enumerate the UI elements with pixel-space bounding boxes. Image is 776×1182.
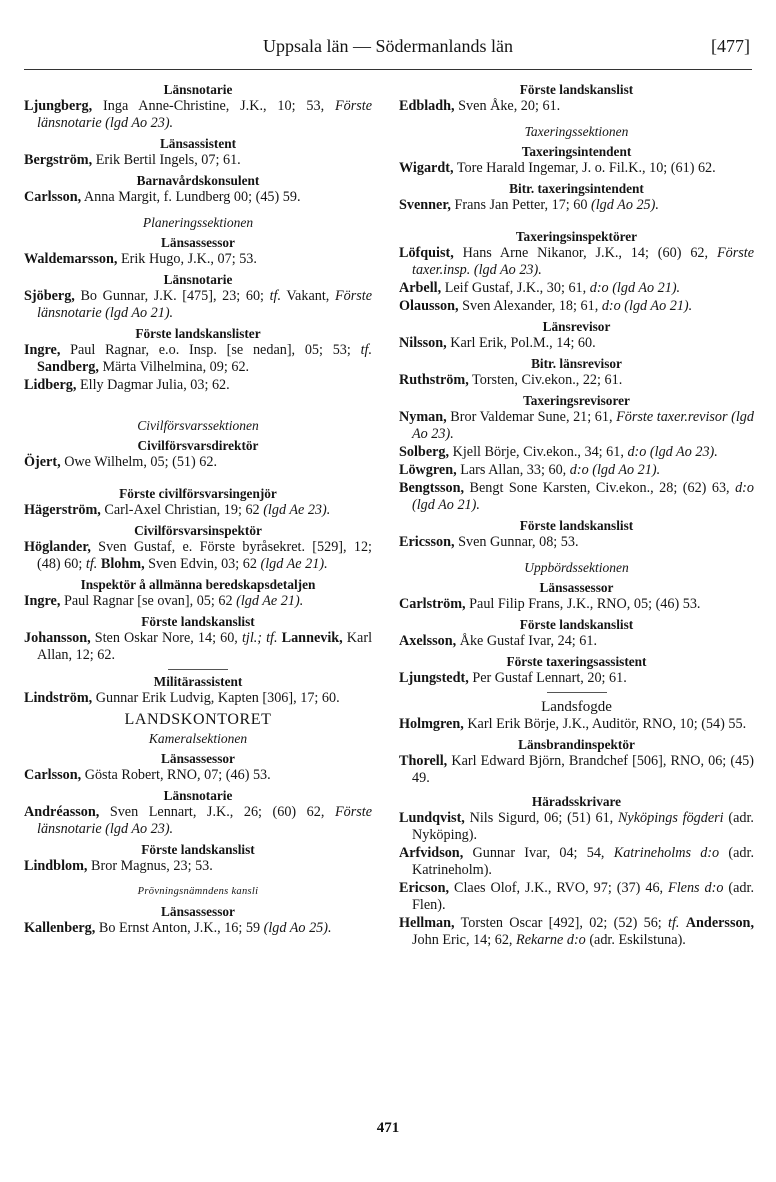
surname: Lidberg, [24,377,77,393]
entry-text: Paul Ragnar [se ovan], 05; 62 [60,593,237,609]
entry-text: Hans Arne Nikanor, J.K., 14; (60) 62, [453,245,709,261]
entry-italic: Förste taxer.revisor (lgd Ao 23). [412,409,754,442]
role-heading: Förste landskanslist [519,617,634,632]
entry-text: Nils Sigurd, 06; (51) 61, [464,810,618,826]
entry [399,372,754,389]
surname: Sjöberg, [24,288,75,304]
right-column [399,78,754,950]
surname: Waldemarsson, [24,251,118,267]
entry [399,409,754,443]
surname: Ingre, [24,593,61,609]
surname: Sandberg, [37,359,99,375]
entry [24,288,372,322]
section-heading: Uppbördssektionen [524,560,629,575]
role-heading: Bitr. länsrevisor [531,356,622,371]
surname: Holmgren, [399,716,464,732]
page-number-top: [477] [711,36,750,56]
entry-text: Märta Vilhelmina, 09; 62. [98,359,250,375]
entry [399,298,754,315]
role-heading: Förste landskanslist [519,82,634,97]
surname: Thorell, [399,753,448,769]
entry-italic: tf. [269,288,282,304]
role-heading: Länsassessor [161,751,235,766]
role-heading: Länsassistent [159,136,237,151]
entry [399,845,754,879]
entry-text: Gunnar Ivar, 04; 54, [463,845,614,861]
role-heading: Länsnotarie [163,788,233,803]
entry [399,810,754,844]
surname: Edbladh, [399,98,455,114]
entry-italic: Katrineholms d:o [613,845,720,861]
office-heading: Landsfogde [541,699,612,715]
entry-text: Sven Edvin, 03; 62 [144,556,261,572]
entry-text: Torsten, Civ.ekon., 22; 61. [468,372,623,388]
entry [399,880,754,914]
entry-text: Åke Gustaf Ivar, 24; 61. [456,633,598,649]
entry-italic: tf. [668,915,680,931]
surname: Carlsson, [24,767,82,783]
entry [399,716,754,733]
role-heading: Förste civilförsvarsingenjör [119,486,277,501]
entry-text: Erik Bertil Ingels, 07; 61. [92,152,241,168]
surname: Axelsson, [399,633,457,649]
left-column [24,78,372,938]
entry [399,160,754,177]
surname: Carlsson, [24,189,82,205]
surname: Ericsson, [399,534,455,550]
entry-text: Karl Erik Börje, J.K., Auditör, RNO, 10; (54) 55. [463,716,747,732]
role-heading: Civilförsvarsinspektör [134,523,262,538]
entry-text: Bengt Sone Karsten, Civ.ekon., 28; (62) 63, [464,480,736,496]
role-heading: Taxeringsintendent [521,144,632,159]
surname: Lannevik, [281,630,343,646]
entry [24,189,372,206]
surname: Ericson, [399,880,450,896]
entry-text: Frans Jan Petter, 17; 60 [450,197,592,213]
entry [399,444,754,461]
entry [24,454,372,471]
entry-text: Claes Olof, J.K., RVO, 97; (37) 46, [449,880,664,896]
surname: Hägerström, [24,502,101,518]
entry-italic: Flens d:o [668,880,724,896]
entry-text: Bo Gunnar, J.K. [475], 23; 60; [74,288,270,304]
header-rule [24,69,752,70]
entry [399,633,754,650]
entry-text: Sven Lennart, J.K., 26; (60) 62, [99,804,325,820]
entry [24,920,372,937]
entry-text: Leif Gustaf, J.K., 30; 61, [441,280,590,296]
entry-italic: d:o (lgd Ao 21). [569,462,661,478]
entry-text: Sten Oskar Nore, 14; 60, [90,630,242,646]
surname: Kallenberg, [24,920,96,936]
role-heading: Civilförsvarsdirektör [137,438,259,453]
divider [168,669,228,670]
entry-italic: Förste taxer.insp. (lgd Ao 23). [412,245,754,278]
entry-italic: d:o (lgd Ao 21). [601,298,693,314]
entry [399,98,754,115]
entry [399,335,754,352]
entry-text: Sven Åke, 20; 61. [454,98,561,114]
section-heading: Prövningsnämndens kansli [137,886,259,897]
entry [24,377,372,394]
entry [24,251,372,268]
entry [399,197,754,214]
entry-text: (adr. Katrineholm). [412,845,755,878]
entry-text: Owe Wilhelm, 05; (51) 62. [60,454,218,470]
entry-text: Karl Allan, 12; 62. [37,630,373,663]
entry [399,670,754,687]
entry [24,342,372,376]
surname: Johansson, [24,630,91,646]
role-heading: Länsnotarie [163,82,233,97]
surname: Ljungstedt, [399,670,469,686]
role-heading: Inspektör å allmänna beredskapsdetaljen [80,577,316,592]
entry-text: Bror Valdemar Sune, 21; 61, [446,409,617,425]
entry-italic: (lgd Ae 23). [263,502,331,518]
entry-text: Torsten Oscar [492], 02; (52) 56; [454,915,669,931]
entry-text: Carl-Axel Christian, 19; 62 [100,502,264,518]
entry [24,539,372,573]
entry-text: Kjell Börje, Civ.ekon., 34; 61, [449,444,628,460]
entry-text: Paul Filip Frans, J.K., RNO, 05; (46) 53. [465,596,701,612]
entry-text: Karl Erik, Pol.M., 14; 60. [446,335,596,351]
surname: Ljungberg, [24,98,93,114]
entry-text: (adr. Eskilstuna). [585,932,686,948]
surname: Arbell, [399,280,442,296]
entry [24,502,372,519]
entry [399,480,754,514]
surname: Wigardt, [399,160,454,176]
entry-text: Bror Magnus, 23; 53. [87,858,213,874]
entry-italic: Förste länsnotarie (lgd Ao 21). [37,288,372,321]
entry-text: Per Gustaf Lennart, 20; 61. [468,670,627,686]
entry [399,753,754,787]
surname: Svenner, [399,197,451,213]
entry-text: Sven Gustaf, e. Förste byråsekret. [529], 12; (48) 60; [37,539,372,572]
page-header [0,36,776,66]
entry-italic: Nyköpings fögderi [617,810,724,826]
surname: Lundqvist, [399,810,465,826]
entry-text: Lars Allan, 33; 60, [456,462,570,478]
surname: Andréasson, [24,804,100,820]
entry-italic: d:o (lgd Ao 23). [627,444,718,460]
surname: Löfquist, [399,245,454,261]
entry [399,245,754,279]
entry [24,804,372,838]
role-heading: Taxeringsinspektörer [515,229,638,244]
surname: Ingre, [24,342,61,358]
entry-text: Sven Alexander, 18; 61, [458,298,602,314]
role-heading: Länsassessor [161,904,235,919]
entry-text: Elly Dagmar Julia, 03; 62. [76,377,230,393]
section-heading: Civilförsvarssektionen [137,418,259,433]
entry-text: Gunnar Erik Ludvig, Kapten [306], 17; 60. [92,690,340,706]
role-heading: Häradsskrivare [531,794,622,809]
entry-text: Tore Harald Ingemar, J. o. Fil.K., 10; (61) 62. [453,160,716,176]
role-heading: Länsbrandinspektör [518,737,635,752]
entry-italic: d:o (lgd Ao 21). [589,280,681,296]
entry-text: Gösta Robert, RNO, 07; (46) 53. [81,767,271,783]
entry [399,280,754,297]
entry-text: Vakant, [286,288,335,304]
surname: Bergström, [24,152,93,168]
entry-italic: Förste länsnotarie (lgd Ao 23). [37,98,373,131]
role-heading: Länsrevisor [542,319,611,334]
entry-italic: tf. [360,342,372,358]
surname: Olausson, [399,298,459,314]
entry [399,534,754,551]
surname: Bengtsson, [399,480,465,496]
entry [24,152,372,169]
entry [24,630,372,664]
entry-italic: tjl.; tf. [241,630,278,646]
role-heading: Länsnotarie [163,272,233,287]
entry-italic: tf. [85,556,98,572]
surname: Löwgren, [399,462,457,478]
surname: Höglander, [24,539,91,555]
entry-italic: (lgd Ae 21). [236,593,304,609]
entry-text: (adr. Nyköping). [412,810,754,843]
entry [24,767,372,784]
role-heading: Förste landskanslister [135,326,261,341]
entry-italic: Rekarne d:o [516,932,586,948]
entry-text: (adr. Flen). [412,880,754,913]
entry-text: Sven Gunnar, 08; 53. [454,534,579,550]
role-heading: Taxeringsrevisorer [523,393,630,408]
entry-text: John Eric, 14; 62, [412,932,517,948]
entry [399,462,754,479]
entry-italic: (lgd Ao 25). [591,197,659,213]
entry [399,915,754,949]
entry-text: Anna Margit, f. Lundberg 00; (45) 59. [81,189,301,205]
entry-text: Karl Edward Björn, Brandchef [506], RNO, 06; (45) 49. [412,753,754,786]
role-heading: Militärassistent [153,674,243,689]
entry-italic: d:o (lgd Ao 21). [412,480,754,513]
surname: Lindblom, [24,858,88,874]
entry-text: Bo Ernst Anton, J.K., 16; 59 [95,920,264,936]
entry-italic: (lgd Ao 25). [263,920,332,936]
entry [24,98,372,132]
surname: Arfvidson, [399,845,464,861]
surname: Solberg, [399,444,450,460]
role-heading: Förste landskanslist [519,518,634,533]
role-heading: Länsassessor [161,235,235,250]
entry [24,690,372,707]
role-heading: Bitr. taxeringsintendent [509,181,644,196]
section-heading: Kameralsektionen [148,731,248,746]
surname: Carlström, [399,596,466,612]
entry-italic: (lgd Ae 21). [260,556,328,572]
entry-text: Paul Ragnar, e.o. Insp. [se nedan], 05; 53; [60,342,351,358]
entry [24,593,372,610]
role-heading: Länsassessor [539,580,614,595]
entry-text: Inga Anne-Christine, J.K., 10; 53, [92,98,325,114]
running-title: Uppsala län — Södermanlands län [263,36,513,56]
page-number-bottom: 471 [376,1120,400,1136]
divider [547,692,607,693]
surname: Nyman, [399,409,447,425]
surname: Ruthström, [399,372,469,388]
surname: Blohm, [97,556,145,572]
section-heading: Taxeringssektionen [524,124,629,139]
surname: Lindström, [24,690,93,706]
entry [399,596,754,613]
office-heading: LANDSKONTORET [124,711,272,728]
section-heading: Planeringssektionen [142,215,254,230]
entry-italic: Förste länsnotarie (lgd Ao 23). [37,804,372,837]
entry [24,858,372,875]
role-heading: Barnavårdskonsulent [136,173,260,188]
surname: Andersson, [685,915,754,931]
role-heading: Förste taxeringsassistent [506,654,647,669]
role-heading: Förste landskanslist [141,614,255,629]
role-heading: Förste landskanslist [141,842,255,857]
surname: Nilsson, [399,335,447,351]
entry-text: Erik Hugo, J.K., 07; 53. [117,251,257,267]
surname: Hellman, [399,915,455,931]
surname: Öjert, [24,454,61,470]
